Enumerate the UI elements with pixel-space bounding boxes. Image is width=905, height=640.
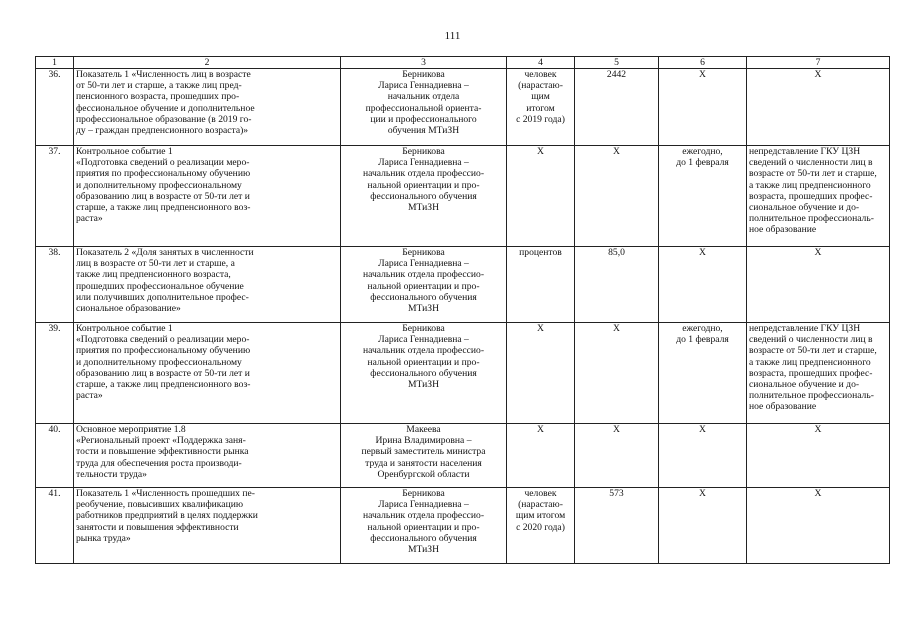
row-note: Х	[814, 247, 822, 258]
row-unit: процентов	[519, 247, 562, 258]
row-responsible: Макеева Ирина Владимировна – первый заместитель министра труда и занятости населения Оренбургской области	[361, 424, 486, 480]
row-responsible: Берникова Лариса Геннадиевна – начальник отдела профессио- нальной ориентации и про- фессионального обучения МТиЗН	[362, 247, 485, 315]
row-unit: Х	[537, 323, 544, 334]
table-row	[36, 69, 890, 146]
row-value: 573	[609, 488, 624, 499]
column-responsible-header: 3	[341, 57, 507, 69]
page-number: 111	[444, 30, 461, 42]
row-responsible: Берникова Лариса Геннадиевна – начальник отдела профессиональной ориента- ции и профессионального обучения МТиЗН	[365, 69, 482, 137]
measures-table	[35, 56, 890, 564]
row-name: Показатель 1 «Численность лиц в возрасте от 50-ти лет и старше, а также лиц пред- пенсионного возраста, прошедших про- фессиональное обучение и дополнительное профессиональное образование (в 2019 го- ду – граждан предпенсионного возраста)»	[76, 69, 255, 137]
row-term: Х	[699, 247, 706, 258]
row-number: 38.	[48, 247, 61, 258]
row-value: Х	[613, 424, 620, 435]
row-term: ежегодно, до 1 февраля	[676, 323, 729, 346]
row-number: 39.	[48, 323, 61, 334]
row-name: Контрольное событие 1 «Подготовка сведений о реализации меро- приятия по профессиональному обучению и дополнительному профессиональному образованию лиц в возрасте от 50-ти лет и старше, а также лиц предпенсионного воз- раста»	[76, 146, 251, 225]
table-row	[36, 323, 890, 424]
row-number: 41.	[48, 488, 61, 499]
table-header-row	[36, 57, 890, 69]
row-responsible: Берникова Лариса Геннадиевна – начальник отдела профессио- нальной ориентации и про- фессионального обучения МТиЗН	[362, 488, 485, 556]
row-unit: человек (нарастаю- щим итогом с 2020 года)	[515, 488, 566, 533]
row-responsible: Берникова Лариса Геннадиевна – начальник отдела профессио- нальной ориентации и про- фессионального обучения МТиЗН	[362, 323, 485, 391]
row-note: непредставление ГКУ ЦЗН сведений о численности лиц в возрасте от 50-ти лет и старше, а также лиц предпенсионного возраста, прошедших профес- сиональное обучение и до- полнительное профессиональ- ное образование	[749, 323, 877, 413]
row-unit: Х	[537, 146, 544, 157]
row-term: ежегодно, до 1 февраля	[676, 146, 729, 169]
row-unit: человек (нарастаю- щим итогом с 2019 года)	[516, 69, 565, 125]
row-note: непредставление ГКУ ЦЗН сведений о численности лиц в возрасте от 50-ти лет и старше, а также лиц предпенсионного возраста, прошедших профес- сиональное обучение и до- полнительное профессиональ- ное образование	[749, 146, 877, 236]
row-value: 85,0	[608, 247, 625, 258]
column-unit-header: 4	[507, 57, 575, 69]
row-value: Х	[613, 323, 620, 334]
row-value: Х	[613, 146, 620, 157]
row-number: 36.	[48, 69, 61, 80]
column-name-header: 2	[74, 57, 341, 69]
row-responsible: Берникова Лариса Геннадиевна – начальник отдела профессио- нальной ориентации и про- фессионального обучения МТиЗН	[362, 146, 485, 214]
row-name: Показатель 2 «Доля занятых в численности лиц в возрасте от 50-ти лет и старше, а также лиц предпенсионного возраста, прошедших профессиональное обучение или получивших дополнительное профес- сиональное образование»	[76, 247, 254, 315]
column-note-header: 7	[747, 57, 890, 69]
table-row	[36, 247, 890, 323]
row-note: Х	[814, 424, 822, 435]
table-row	[36, 146, 890, 247]
table-row	[36, 488, 890, 564]
row-term: Х	[699, 488, 706, 499]
row-number: 37.	[48, 146, 61, 157]
row-value: 2442	[606, 69, 627, 80]
row-note: Х	[814, 69, 822, 80]
row-term: Х	[699, 424, 706, 435]
row-name: Контрольное событие 1 «Подготовка сведений о реализации меро- приятия по профессиональному обучению и дополнительному профессиональному образованию лиц в возрасте от 50-ти лет и старше, а также лиц предпенсионного воз- раста»	[76, 323, 251, 402]
column-value-header: 5	[575, 57, 659, 69]
row-name: Основное мероприятие 1.8 «Региональный проект «Поддержка заня- тости и повышение эффективности рынка труда для обеспечения роста производи- тельности труда»	[76, 424, 249, 480]
row-unit: Х	[537, 424, 544, 435]
row-term: Х	[699, 69, 706, 80]
row-number: 40.	[48, 424, 61, 435]
table-row	[36, 424, 890, 488]
row-name: Показатель 1 «Численность прошедших пе- реобучение, повысивших квалификацию работников предприятий в целях поддержки занятости и повышения эффективности рынка труда»	[76, 488, 258, 544]
column-term-header: 6	[659, 57, 747, 69]
column-number-header: 1	[36, 57, 74, 69]
row-note: Х	[814, 488, 822, 499]
